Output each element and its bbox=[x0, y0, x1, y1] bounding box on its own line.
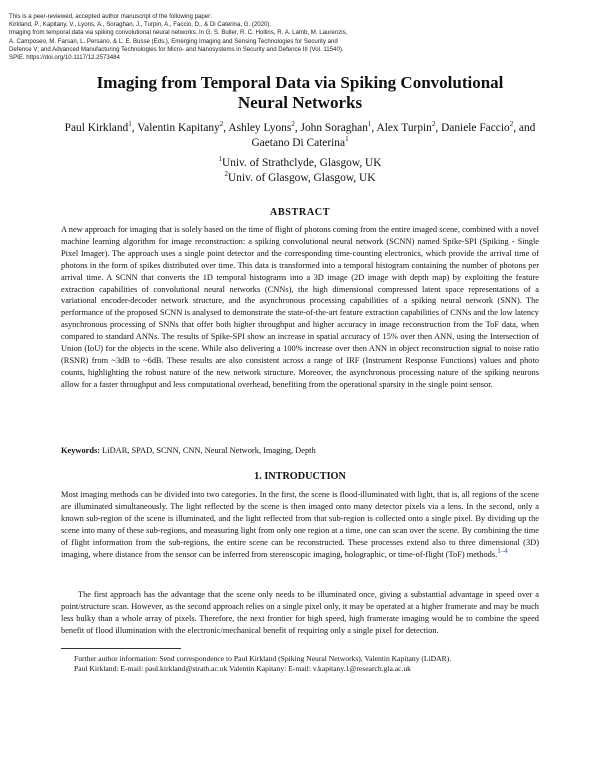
notice-line: This is a peer-reviewed, accepted author manuscript of the following paper: bbox=[9, 13, 212, 20]
intro-paragraph-1 bbox=[61, 489, 539, 560]
affiliations bbox=[0, 156, 600, 186]
paragraph-text: Most imaging methods can be divided into two categories. In the first, the scene is flood-illuminated with light, that is, all regions of the scene are illuminated simultaneously. The light reflected by the scene is then imaged onto many detector pixels via a lens. In the second, only a known sub-region of the scene is illuminated, and the light reflected from that sub-region is collected onto a single pixel. By dividing up the scene into many of these sub-regions, and measuring light from only one region at a time, one can scan over the scene. By combining the time of flight information from the sub-regions, the entire scene can be reconstructed. These processes extend also to three dimensional (3D) imaging, where distance from the sensor can be inferred from stereoscopic imaging, holographic, or time-of-flight (ToF) methods. bbox=[61, 490, 539, 559]
footnote-line: Further author information: Send correspondence to Paul Kirkland (Spiking Neural Networks), Valentin Kapitany (LiDAR). bbox=[74, 654, 452, 663]
notice-line: Defence V; and Advanced Manufacturing Technologies for Micro- and Nanosystems in Security and Defence III (Vol. 11540). bbox=[9, 45, 344, 53]
author-list bbox=[64, 121, 536, 151]
author-name: , Ashley Lyons bbox=[223, 122, 292, 134]
intro-paragraph-2: The first approach has the advantage that the scene only needs to be illuminated once, giving a substantial advantage in speed over a point/structure scan. However, as the second approach relies on a single pixel only, it may be operated at a higher framerate and may be much less bulky than a whole array of pixels. Therefore, the next frontier for high speed, high framerate imaging would be to combine the speed benefit of flood illumination with the electronic/mechanical benefit of requiring only a single pixel for detection. bbox=[61, 590, 539, 635]
author-name: , Valentin Kapitany bbox=[131, 122, 220, 134]
affiliation-line bbox=[0, 156, 600, 171]
affiliation-marker: 2 bbox=[219, 120, 224, 129]
author-footnote bbox=[74, 654, 540, 674]
affiliation-marker: 2 bbox=[431, 120, 436, 129]
notice-line: A. Camposeo, M. Farsari, L. Persano, & L. E. Busse (Eds.), Emerging Imaging and Sensing Technologies for Security and bbox=[9, 37, 338, 45]
affiliation-marker: 1 bbox=[367, 120, 372, 129]
notice-line: Imaging from temporal data via spiking convolutional neural networks. In G. S. Buller, R. C. Hollins, R. A. Lamb, M. Laurenzis, bbox=[9, 29, 348, 37]
abstract-body: A new approach for imaging that is solely based on the time of flight of photons coming from the entire imaged scene, combined with a novel machine learning algorithm for image reconstruction: a spiking convolutional neural network (SCNN) named Spike-SPI (Spiking - Single Pixel Imager). The approach uses a single point detector and the corresponding time-counting electronics, which provide the arrival time of photons in the form of spikes distributed over time. This data is transformed into a temporal histogram containing the number of photons per arrival time. A SCNN that converts the 1D temporal histograms into a 3D image (2D image with depth map) by exploiting the feature extraction capabilities of convolutional neural networks (CNNs), the high dimensional compressed latent space representations of a variational encoder-decoder network structure, and the asynchronous processing capabilities of a spiking neural network (SNN). The performance of the proposed SCNN is analysed to demonstrate the state-of-the-art feature extraction capabilities of CNNs and the low latency asynchronous processing of SNNs that offer both higher throughput and higher accuracy in image reconstruction from the ToF data, when compared to standard ANNs. The results of Spike-SPI show an increase in spatial accuracy of 15% over then ANN, using the Intersection of Union (IoU) for the objects in the scene. While also delivering a 100% increase over then ANN in object reconstruction signal to noise ratio (RSNR) from ~3dB to ~6dB. These results are also consistent across a range of IRF (Instrument Response Functions) values and photo counts, highlighting the robust nature of the new network structure. Moreover, the asynchronous processing nature of the spiking neurons allow for a faster throughput and less computational overhead, benefiting from the operational sparsity in the single point sensor. bbox=[61, 225, 539, 389]
author-name: , Daniele Faccio bbox=[435, 122, 510, 134]
footnote-line: Paul Kirkland: E-mail: paul.kirkland@strath.ac.uk Valentin Kapitany: E-mail: v.kapitany.1@research.gla.ac.uk bbox=[74, 664, 411, 674]
notice-line: Kirkland, P., Kapitany, V., Lyons, A., Soraghan, J., Turpin, A., Faccio, D., & Di Caterina, G. (2020). bbox=[9, 21, 272, 29]
title-line-2: Neural Networks bbox=[237, 92, 363, 112]
affiliation-text: Univ. of Strathclyde, Glasgow, UK bbox=[221, 157, 382, 169]
affiliation-marker: 2 bbox=[509, 120, 514, 129]
paper-title bbox=[0, 73, 600, 112]
citation-link[interactable]: 1–4 bbox=[497, 546, 508, 555]
author-name: , Alex Turpin bbox=[371, 122, 432, 134]
affiliation-marker: 1 bbox=[128, 120, 132, 129]
notice-line: SPIE. https://doi.org/10.1117/12.2573484 bbox=[9, 54, 120, 62]
abstract-heading: ABSTRACT bbox=[269, 207, 331, 218]
author-name: , John Soraghan bbox=[294, 122, 368, 134]
affiliation-marker: 1 bbox=[218, 155, 222, 164]
affiliation-text: Univ. of Glasgow, Glasgow, UK bbox=[228, 172, 376, 184]
affiliation-marker: 2 bbox=[291, 120, 295, 129]
title-line-1: Imaging from Temporal Data via Spiking Convolutional bbox=[96, 73, 504, 92]
author-name: Paul Kirkland bbox=[64, 122, 129, 134]
introduction-heading: 1. INTRODUCTION bbox=[254, 471, 346, 482]
keywords-list: LiDAR, SPAD, SCNN, CNN, Neural Network, Imaging, Depth bbox=[102, 446, 316, 455]
manuscript-notice bbox=[9, 13, 489, 62]
affiliation-line bbox=[0, 171, 600, 186]
keywords bbox=[61, 445, 539, 457]
affiliation-marker: 1 bbox=[345, 135, 349, 144]
author-name: , and Gaetano Di Caterina bbox=[251, 122, 536, 149]
affiliation-marker: 2 bbox=[224, 170, 229, 179]
keywords-label: Keywords: bbox=[61, 446, 101, 455]
footnote-divider bbox=[61, 648, 181, 649]
